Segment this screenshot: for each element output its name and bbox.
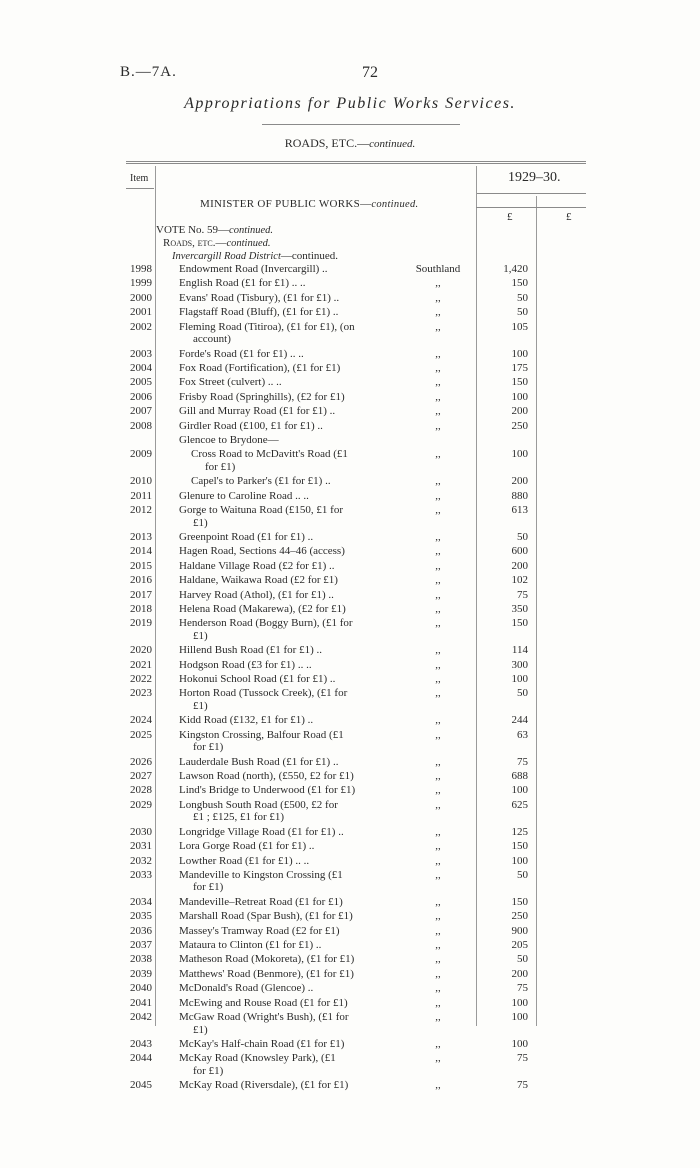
description-line: Lora Gorge Road (£1 for £1) .. — [179, 840, 315, 853]
amount: 625 — [511, 798, 528, 811]
district-heading — [172, 250, 338, 262]
amount: 100 — [511, 673, 528, 685]
description-line: Capel's to Parker's (£1 for £1) .. — [191, 475, 331, 488]
electoral-district: ,, — [435, 306, 441, 319]
item-number: 2007 — [130, 405, 152, 418]
description-line: Mandeville to Kingston Crossing (£1 — [179, 868, 343, 881]
electoral-district: ,, — [435, 982, 441, 995]
item-description — [179, 687, 389, 712]
document-reference: B.—7A. — [120, 64, 177, 80]
description-continuation: £1) — [193, 1023, 208, 1036]
item-description — [179, 756, 389, 769]
amount: 100 — [511, 1011, 528, 1023]
item-number: 2036 — [130, 924, 152, 937]
amount: 125 — [511, 825, 528, 838]
item-number: 2013 — [130, 530, 152, 543]
amount: 100 — [511, 390, 528, 403]
vote-heading — [156, 224, 273, 236]
item-number: 1998 — [130, 263, 152, 275]
amount: 75 — [517, 755, 528, 768]
description-line: Hillend Bush Road (£1 for £1) .. — [179, 644, 322, 657]
description-line: Henderson Road (Boggy Burn), (£1 for — [179, 617, 353, 630]
electoral-district: ,, — [435, 588, 441, 601]
item-number: 2006 — [130, 390, 152, 403]
item-description — [179, 603, 389, 616]
amount: 1,420 — [503, 263, 528, 275]
amount: 100 — [511, 347, 528, 360]
item-description — [179, 770, 389, 783]
description-continuation: for £1) — [193, 741, 224, 754]
electoral-district: Southland — [415, 263, 461, 275]
item-number: 2032 — [130, 854, 152, 867]
item-description — [179, 321, 389, 346]
electoral-district: ,, — [435, 390, 441, 403]
section-subtitle — [0, 136, 700, 151]
description-line: English Road (£1 for £1) .. .. — [179, 277, 306, 290]
electoral-district: ,, — [435, 895, 441, 908]
amount: 600 — [511, 545, 528, 558]
item-description — [179, 263, 389, 276]
item-number: 2037 — [130, 939, 152, 951]
item-description — [179, 982, 389, 995]
description-line: Lauderdale Bush Road (£1 for £1) .. — [179, 755, 339, 768]
description-line: Horton Road (Tussock Creek), (£1 for — [179, 687, 348, 700]
description-continuation: for £1) — [205, 460, 236, 473]
electoral-district: ,, — [435, 673, 441, 685]
amount: 300 — [511, 658, 528, 671]
item-description — [179, 659, 389, 672]
item-number: 2030 — [130, 825, 152, 838]
amount: 50 — [517, 687, 528, 700]
item-number: 2027 — [130, 770, 152, 782]
item-number: 2041 — [130, 996, 152, 1009]
description-continuation: for £1) — [193, 1064, 224, 1077]
item-number: 2033 — [130, 868, 152, 881]
amount: 114 — [511, 644, 528, 657]
amount: 105 — [511, 320, 528, 333]
item-description — [179, 1038, 389, 1051]
description-line: Hokonui School Road (£1 for £1) .. — [179, 673, 336, 685]
description-line: Glenure to Caroline Road .. .. — [179, 489, 309, 502]
item-description — [179, 855, 389, 868]
electoral-district: ,, — [435, 545, 441, 558]
item-number: 2039 — [130, 967, 152, 980]
item-number: 2019 — [130, 617, 152, 630]
electoral-district: ,, — [435, 291, 441, 304]
electoral-district: ,, — [435, 1079, 441, 1092]
amount: 102 — [511, 574, 528, 587]
item-header-rule — [126, 188, 154, 189]
item-number: 2004 — [130, 361, 152, 374]
item-description — [179, 617, 389, 642]
item-number: 2008 — [130, 419, 152, 432]
description-line: Fleming Road (Titiroa), (£1 for £1), (on — [179, 320, 355, 333]
description-line: Lowther Road (£1 for £1) .. .. — [179, 854, 310, 867]
electoral-district: ,, — [435, 728, 441, 741]
amount: 75 — [517, 982, 528, 995]
item-description — [179, 560, 389, 573]
amount-inner-divider — [536, 196, 537, 1026]
item-description — [179, 574, 389, 587]
amount: 200 — [511, 559, 528, 572]
description-line: Haldane, Waikawa Road (£2 for £1) — [179, 574, 338, 587]
electoral-district: ,, — [435, 840, 441, 853]
amount: 50 — [517, 291, 528, 304]
item-number: 2018 — [130, 602, 152, 615]
electoral-district: ,, — [435, 658, 441, 671]
description-line: McKay Road (Knowsley Park), (£1 — [179, 1052, 336, 1065]
electoral-district: ,, — [435, 825, 441, 838]
item-description — [179, 953, 389, 966]
description-line: Longbush South Road (£500, £2 for — [179, 798, 338, 811]
item-description — [179, 910, 389, 923]
item-description — [179, 545, 389, 558]
amount: 150 — [511, 895, 528, 908]
electoral-district: ,, — [435, 714, 441, 727]
description-line: McKay Road (Riversdale), (£1 for £1) — [179, 1079, 349, 1092]
description-line: Massey's Tramway Road (£2 for £1) — [179, 924, 340, 937]
item-description — [179, 673, 389, 686]
item-description — [179, 939, 389, 952]
amount: 900 — [511, 924, 528, 937]
amount: 100 — [511, 996, 528, 1009]
description-continuation: account) — [193, 333, 231, 346]
item-column-divider — [155, 166, 156, 1026]
item-description — [179, 405, 389, 418]
item-number: 2035 — [130, 910, 152, 923]
description-line: McEwing and Rouse Road (£1 for £1) — [179, 996, 348, 1009]
description-line: Harvey Road (Athol), (£1 for £1) .. — [179, 588, 334, 601]
description-line: Helena Road (Makarewa), (£2 for £1) — [179, 602, 346, 615]
electoral-district: ,, — [435, 770, 441, 782]
amount: 613 — [511, 504, 528, 516]
item-description — [179, 434, 389, 447]
electoral-district: ,, — [435, 419, 441, 432]
electoral-district: ,, — [435, 644, 441, 657]
description-line: McDonald's Road (Glencoe) .. — [179, 982, 314, 995]
description-continuation: for £1) — [193, 881, 224, 894]
item-number: 2031 — [130, 840, 152, 853]
currency-symbol-1: £ — [507, 211, 513, 223]
electoral-district: ,, — [435, 448, 441, 461]
currency-rule — [476, 207, 586, 208]
minister-heading — [200, 198, 418, 210]
electoral-district: ,, — [435, 504, 441, 516]
item-description — [179, 644, 389, 657]
item-number: 2044 — [130, 1052, 152, 1065]
description-line: Endowment Road (Invercargill) .. — [179, 263, 328, 275]
item-description — [179, 997, 389, 1010]
amount: 250 — [511, 419, 528, 432]
amount: 75 — [517, 1079, 528, 1092]
amount: 350 — [511, 602, 528, 615]
electoral-district: ,, — [435, 320, 441, 333]
description-line: Flagstaff Road (Bluff), (£1 for £1) .. — [179, 306, 339, 319]
item-number: 2010 — [130, 475, 152, 488]
item-description — [179, 784, 389, 797]
description-line: Hagen Road, Sections 44–46 (access) — [179, 545, 345, 558]
subtitle-main: ROADS, ETC.— — [284, 136, 370, 150]
amount: 50 — [517, 953, 528, 966]
electoral-district: ,, — [435, 347, 441, 360]
item-description — [179, 826, 389, 839]
currency-symbol-2: £ — [566, 211, 572, 223]
electoral-district: ,, — [435, 939, 441, 951]
item-number: 2029 — [130, 798, 152, 811]
item-description — [179, 306, 389, 319]
item-description — [179, 277, 389, 290]
electoral-district: ,, — [435, 530, 441, 543]
amount: 63 — [517, 728, 528, 741]
item-number: 2034 — [130, 895, 152, 908]
item-description — [179, 362, 389, 375]
district-label: Invercargill Road District — [172, 251, 281, 262]
item-description — [179, 376, 389, 389]
amount: 150 — [511, 617, 528, 630]
item-number: 2043 — [130, 1037, 152, 1050]
description-continuation: £1 ; £125, £1 for £1) — [193, 811, 285, 824]
description-line: Glencoe to Brydone— — [179, 433, 279, 446]
roads-label: Roads, etc.— — [163, 237, 227, 249]
amount: 100 — [511, 448, 528, 461]
electoral-district: ,, — [435, 854, 441, 867]
item-description — [179, 531, 389, 544]
description-line: Haldane Village Road (£2 for £1) .. — [179, 559, 335, 572]
item-description — [179, 589, 389, 602]
roads-continued: continued. — [226, 238, 271, 249]
description-line: McGaw Road (Wright's Bush), (£1 for — [179, 1011, 349, 1023]
electoral-district: ,, — [435, 687, 441, 700]
description-line: Frisby Road (Springhills), (£2 for £1) — [179, 390, 345, 403]
year-column-header: 1929–30. — [508, 170, 561, 185]
table-top-rule — [126, 161, 586, 162]
item-number: 2020 — [130, 644, 152, 657]
minister-continued: continued. — [371, 199, 419, 210]
item-number: 2024 — [130, 714, 152, 727]
item-description — [179, 714, 389, 727]
description-line: Longridge Village Road (£1 for £1) .. — [179, 825, 344, 838]
minister-label: MINISTER OF PUBLIC WORKS— — [200, 198, 372, 210]
item-description — [179, 1079, 389, 1092]
description-line: Girdler Road (£100, £1 for £1) .. — [179, 419, 323, 432]
electoral-district: ,, — [435, 967, 441, 980]
description-line: McKay's Half-chain Road (£1 for £1) — [179, 1037, 345, 1050]
electoral-district: ,, — [435, 277, 441, 290]
item-number: 2022 — [130, 673, 152, 685]
description-line: Mandeville–Retreat Road (£1 for £1) — [179, 895, 343, 908]
electoral-district: ,, — [435, 1037, 441, 1050]
item-description — [179, 504, 389, 529]
electoral-district: ,, — [435, 602, 441, 615]
item-number: 2042 — [130, 1011, 152, 1023]
description-line: Gill and Murray Road (£1 for £1) .. — [179, 405, 336, 418]
item-number: 2026 — [130, 755, 152, 768]
item-number: 2038 — [130, 953, 152, 966]
item-description — [179, 448, 389, 473]
description-line: Evans' Road (Tisbury), (£1 for £1) .. — [179, 291, 340, 304]
electoral-district: ,, — [435, 924, 441, 937]
amount: 175 — [511, 361, 528, 374]
amount: 200 — [511, 475, 528, 488]
item-description — [179, 292, 389, 305]
item-description — [179, 475, 389, 488]
item-number: 2001 — [130, 306, 152, 319]
description-line: Gorge to Waituna Road (£150, £1 for — [179, 504, 343, 516]
item-description — [179, 896, 389, 909]
item-description — [179, 799, 389, 824]
item-description — [179, 925, 389, 938]
description-continuation: £1) — [193, 699, 208, 712]
vote-continued: continued. — [229, 225, 274, 236]
electoral-district: ,, — [435, 574, 441, 587]
description-line: Kidd Road (£132, £1 for £1) .. — [179, 714, 314, 727]
description-line: Marshall Road (Spar Bush), (£1 for £1) — [179, 910, 353, 923]
description-line: Matheson Road (Mokoreta), (£1 for £1) — [179, 953, 355, 966]
table-top-rule-double — [126, 163, 586, 164]
description-continuation: £1) — [193, 516, 208, 529]
item-description — [179, 348, 389, 361]
amount-column-divider — [476, 166, 477, 1026]
item-column-header: Item — [130, 173, 149, 184]
description-line: Greenpoint Road (£1 for £1) .. — [179, 530, 314, 543]
item-number: 2003 — [130, 347, 152, 360]
item-description — [179, 490, 389, 503]
electoral-district: ,, — [435, 755, 441, 768]
item-number: 2005 — [130, 376, 152, 389]
amount: 205 — [511, 939, 528, 951]
item-number: 2000 — [130, 291, 152, 304]
amount: 100 — [511, 854, 528, 867]
item-description — [179, 840, 389, 853]
item-number: 2023 — [130, 687, 152, 700]
amount: 150 — [511, 277, 528, 290]
item-description — [179, 968, 389, 981]
electoral-district: ,, — [435, 953, 441, 966]
item-number: 2012 — [130, 504, 152, 516]
item-description — [179, 1011, 389, 1036]
amount: 150 — [511, 376, 528, 389]
amount: 200 — [511, 405, 528, 418]
description-line: Matthews' Road (Benmore), (£1 for £1) — [179, 967, 354, 980]
description-line: Fox Road (Fortification), (£1 for £1) — [179, 361, 341, 374]
electoral-district: ,, — [435, 996, 441, 1009]
description-line: Lind's Bridge to Underwood (£1 for £1) — [179, 784, 356, 797]
amount: 880 — [511, 489, 528, 502]
page-title: Appropriations for Public Works Services. — [184, 95, 516, 112]
amount: 250 — [511, 910, 528, 923]
item-number: 2016 — [130, 574, 152, 587]
electoral-district: ,, — [435, 405, 441, 418]
description-continuation: £1) — [193, 629, 208, 642]
year-header-rule — [476, 193, 586, 194]
item-number: 2025 — [130, 728, 152, 741]
roads-heading — [163, 237, 271, 249]
electoral-district: ,, — [435, 798, 441, 811]
electoral-district: ,, — [435, 784, 441, 797]
amount: 50 — [517, 868, 528, 881]
amount: 75 — [517, 1052, 528, 1065]
item-number: 1999 — [130, 277, 152, 290]
item-description — [179, 391, 389, 404]
electoral-district: ,, — [435, 868, 441, 881]
page-number: 72 — [362, 64, 378, 81]
electoral-district: ,, — [435, 617, 441, 630]
description-line: Lawson Road (north), (£550, £2 for £1) — [179, 770, 354, 782]
item-number: 2014 — [130, 545, 152, 558]
item-number: 2028 — [130, 784, 152, 797]
item-number: 2021 — [130, 658, 152, 671]
description-line: Fox Street (culvert) .. .. — [179, 376, 282, 389]
district-continued: —continued. — [280, 250, 339, 262]
item-number: 2015 — [130, 559, 152, 572]
amount: 200 — [511, 967, 528, 980]
electoral-district: ,, — [435, 475, 441, 488]
amount: 100 — [511, 784, 528, 797]
electoral-district: ,, — [435, 1052, 441, 1065]
item-number: 2002 — [130, 320, 152, 333]
electoral-district: ,, — [435, 1011, 441, 1023]
item-number: 2009 — [130, 448, 152, 461]
amount: 150 — [511, 840, 528, 853]
electoral-district: ,, — [435, 559, 441, 572]
amount: 100 — [511, 1037, 528, 1050]
electoral-district: ,, — [435, 361, 441, 374]
item-number: 2011 — [130, 489, 152, 502]
description-line: Cross Road to McDavitt's Road (£1 — [191, 448, 348, 461]
item-number: 2017 — [130, 588, 152, 601]
electoral-district: ,, — [435, 489, 441, 502]
electoral-district: ,, — [435, 376, 441, 389]
description-line: Hodgson Road (£3 for £1) .. .. — [179, 658, 312, 671]
amount: 688 — [511, 770, 528, 782]
subtitle-continued: continued. — [369, 138, 416, 150]
title-rule — [262, 124, 460, 125]
description-line: Kingston Crossing, Balfour Road (£1 — [179, 728, 344, 741]
item-description — [179, 729, 389, 754]
description-line: Mataura to Clinton (£1 for £1) .. — [179, 939, 322, 951]
amount: 50 — [517, 530, 528, 543]
item-description — [179, 420, 389, 433]
vote-label: VOTE No. 59— — [156, 224, 230, 236]
amount: 75 — [517, 588, 528, 601]
item-number: 2045 — [130, 1079, 152, 1092]
item-description — [179, 869, 389, 894]
amount: 50 — [517, 306, 528, 319]
electoral-district: ,, — [435, 910, 441, 923]
amount: 244 — [511, 714, 528, 727]
item-description — [179, 1052, 389, 1077]
item-number: 2040 — [130, 982, 152, 995]
description-line: Forde's Road (£1 for £1) .. .. — [179, 347, 304, 360]
